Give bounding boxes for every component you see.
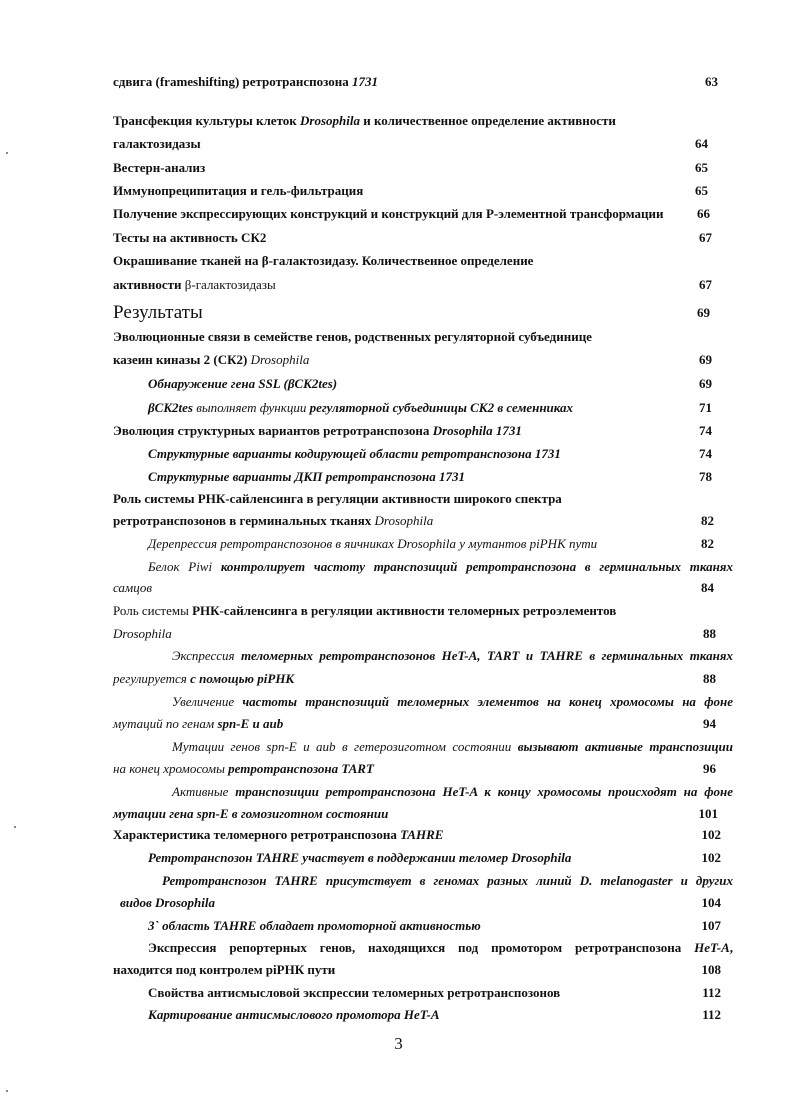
toc-text-segment: ретротранспозона TART xyxy=(228,761,374,776)
toc-page-number: 64 xyxy=(695,136,708,151)
toc-page-number: 71 xyxy=(699,400,712,415)
toc-text-segment: HeT-A xyxy=(694,940,730,955)
toc-entry-text xyxy=(113,716,283,732)
toc-entry-text xyxy=(148,559,733,575)
toc-text-segment: Экспрессия xyxy=(172,648,241,663)
toc-entry-text xyxy=(113,580,152,596)
toc-page-number: 112 xyxy=(702,985,721,1000)
toc-text-segment: Drosophila xyxy=(250,352,310,367)
toc-entry-text xyxy=(148,376,337,392)
toc-text-segment: β-галактозидазы xyxy=(184,277,276,292)
toc-page-number: 88 xyxy=(703,671,716,686)
toc-entry-text xyxy=(113,423,522,439)
toc-text-segment: Ретротранспозон TAHRE присутствует в геномах разных линий D. melanogaster и других xyxy=(162,873,733,888)
toc-page-number: 88 xyxy=(703,626,716,641)
toc-text-segment: Структурные варианты ДКП ретротранспозона 1731 xyxy=(148,469,465,484)
toc-entry-text xyxy=(148,400,573,416)
toc-text-segment: Свойства антисмысловой экспрессии теломерных ретротранспозонов xyxy=(148,985,561,1000)
toc-entry-text xyxy=(113,302,203,324)
toc-text-segment: Эволюционные связи в семействе генов, родственных регуляторной субъединице xyxy=(113,329,592,344)
toc-text-segment: галактозидазы xyxy=(113,136,201,151)
toc-page-number: 108 xyxy=(701,962,721,977)
toc-page-number: 96 xyxy=(703,761,716,776)
page-number: 3 xyxy=(394,1034,403,1053)
toc-page-number: 65 xyxy=(695,160,708,175)
toc-text-segment: Увеличение xyxy=(172,694,243,709)
toc-page-number: 66 xyxy=(697,206,710,221)
toc-entry-text xyxy=(113,603,616,619)
toc-entry-text xyxy=(120,895,215,911)
toc-text-segment: TAHRE xyxy=(400,827,444,842)
toc-entry-text xyxy=(148,469,465,485)
toc-text-segment: мутаций по генам xyxy=(113,716,218,731)
toc-text-segment: с помощью piРНК xyxy=(190,671,295,686)
toc-text-segment: транспозиции ретротранспозона HeT-A к концу хромосомы происходят на фоне xyxy=(235,784,734,799)
toc-text-segment: находится под контролем piРНК пути xyxy=(113,962,336,977)
toc-text-segment: ретротранспозонов в герминальных тканях xyxy=(113,513,375,528)
toc-entry-text xyxy=(172,784,733,800)
toc-entry-text xyxy=(148,850,571,866)
toc-text-segment: Drosophila xyxy=(374,513,434,528)
toc-page-number: 84 xyxy=(701,580,714,595)
toc-text-segment: 1731 xyxy=(352,74,379,89)
toc-text-segment: казеин киназы 2 (СК2) xyxy=(113,352,251,367)
toc-text-segment: , xyxy=(729,940,733,955)
toc-entry-text xyxy=(113,113,616,129)
toc-page-number: 65 xyxy=(695,183,708,198)
toc-text-segment: Обнаружение гена SSL (βCK2tes) xyxy=(148,376,338,391)
toc-entry-text xyxy=(113,230,266,246)
toc-page-number: 107 xyxy=(701,918,721,933)
toc-entry-text xyxy=(113,136,201,152)
toc-text-segment: на конец хромосомы xyxy=(113,761,229,776)
toc-page-number: 94 xyxy=(703,716,716,731)
toc-text-segment: Трансфекция культуры клеток xyxy=(113,113,301,128)
toc-entry-text xyxy=(113,761,374,777)
toc-entry-text xyxy=(113,277,276,293)
toc-page-number: 102 xyxy=(701,850,721,865)
toc-entry-text xyxy=(113,671,294,687)
toc-text-segment: βCK2tes xyxy=(148,400,197,415)
toc-text-segment: вызывают активные транспозиции xyxy=(517,739,734,754)
toc-text-segment: Drosophila 1731 xyxy=(432,423,522,438)
toc-entry-text xyxy=(113,160,205,176)
toc-text-segment: и количественное определение активности xyxy=(360,113,616,128)
toc-page-number: 69 xyxy=(697,305,710,320)
toc-text-segment: Тесты на активность СК2 xyxy=(113,230,267,245)
toc-entry-text xyxy=(113,513,433,529)
toc-text-segment: Вестерн-анализ xyxy=(113,160,206,175)
toc-page-number: 82 xyxy=(701,536,714,551)
toc-page-number: 69 xyxy=(699,376,712,391)
toc-page-number: 74 xyxy=(699,446,712,461)
toc-text-segment: Картирование антисмыслового промотора HeT-A xyxy=(148,1007,440,1022)
toc-text-segment: теломерных ретротранспозонов HeT-A, TART и TAHRE в герминальных тканях xyxy=(241,648,733,663)
toc-entry-text xyxy=(113,206,664,222)
scan-speck xyxy=(6,152,8,154)
toc-page-number: 102 xyxy=(701,827,721,842)
toc-text-segment: частоты транспозиций теломерных элементов на конец хромосомы на фоне xyxy=(242,694,733,709)
toc-entry-text xyxy=(113,827,443,843)
toc-text-segment: контролирует частоту транспозиций ретротранспозона в герминальных тканях xyxy=(220,559,733,574)
toc-entry-text xyxy=(162,873,733,889)
toc-text-segment: Ретротранспозон TAHRE участвует в поддержании теломер Drosophila xyxy=(148,850,572,865)
toc-entry-text xyxy=(148,918,481,934)
toc-text-segment: Экспрессия репортерных генов, находящихся под промотором ретротранспозона xyxy=(148,940,695,955)
toc-text-segment: Эволюция структурных вариантов ретротранспозона xyxy=(113,423,433,438)
toc-text-segment: Окрашивание тканей на β-галактозидазу. Количественное определение xyxy=(113,253,534,268)
toc-text-segment: самцов xyxy=(113,580,153,595)
toc-text-segment: Drosophila xyxy=(113,626,172,641)
section-heading: Результаты xyxy=(113,302,203,323)
toc-entry-text xyxy=(148,1007,440,1023)
toc-page-number: 82 xyxy=(701,513,714,528)
toc-text-segment: Иммунопреципитация и гель-фильтрация xyxy=(113,183,364,198)
toc-entry-text xyxy=(148,940,733,956)
toc-entry-text xyxy=(113,352,309,368)
scan-speck xyxy=(6,1090,8,1092)
toc-text-segment: 3` область TAHRE обладает промоторной активностью xyxy=(148,918,481,933)
toc-page-number: 112 xyxy=(702,1007,721,1022)
toc-text-segment: Роль системы xyxy=(113,603,193,618)
toc-text-segment: Дерепрессия ретротранспозонов в яичниках Drosophila у мутантов piРНК пути xyxy=(148,536,598,551)
toc-entry-text xyxy=(113,329,592,345)
toc-page-number: 78 xyxy=(699,469,712,484)
toc-entry-text xyxy=(148,536,597,552)
toc-text-segment: видов Drosophila xyxy=(120,895,216,910)
toc-text-segment: РНК-сайленсинга в регуляции активности теломерных ретроэлементов xyxy=(192,603,617,618)
toc-text-segment: Структурные варианты кодирующей области ретротранспозона 1731 xyxy=(148,446,561,461)
toc-page-number: 74 xyxy=(699,423,712,438)
toc-page-number: 69 xyxy=(699,352,712,367)
toc-entry-text xyxy=(113,491,562,507)
toc-entry-text xyxy=(172,694,733,710)
toc-entry-text xyxy=(113,806,388,822)
toc-text-segment: Роль системы РНК-сайленсинга в регуляции активности широкого спектра xyxy=(113,491,562,506)
toc-text-segment: выполняет функции xyxy=(196,400,310,415)
toc-entry-text xyxy=(113,253,533,269)
toc-text-segment: Активные xyxy=(172,784,236,799)
toc-text-segment: активности xyxy=(113,277,185,292)
toc-entry-text xyxy=(113,626,172,642)
toc-text-segment: мутации гена spn-E в гомозиготном состоянии xyxy=(113,806,389,821)
toc-text-segment: сдвига (frameshifting) ретротранспозона xyxy=(113,74,353,89)
toc-entry-text xyxy=(113,183,363,199)
toc-page-number: 104 xyxy=(701,895,721,910)
toc-text-segment: Мутации генов spn-E и aub в гетерозиготном состоянии xyxy=(172,739,518,754)
scan-speck xyxy=(14,826,16,828)
toc-text-segment: Drosophila xyxy=(300,113,360,128)
toc-page-number: 63 xyxy=(705,74,718,89)
toc-entry-text xyxy=(172,648,733,664)
toc-text-segment: Получение экспрессирующих конструкций и конструкций для Р-элементной трансформации xyxy=(113,206,664,221)
toc-text-segment: регуляторной субъединицы СК2 в семенниках xyxy=(309,400,574,415)
toc-entry-text xyxy=(113,74,378,90)
toc-page-number: 67 xyxy=(699,277,712,292)
toc-text-segment: регулируется xyxy=(113,671,191,686)
toc-page-number: 101 xyxy=(698,806,718,821)
toc-entry-text xyxy=(148,985,560,1001)
toc-text-segment: Характеристика теломерного ретротранспозона xyxy=(113,827,401,842)
toc-page-number: 67 xyxy=(699,230,712,245)
toc-text-segment: spn-E и aub xyxy=(217,716,284,731)
toc-text-segment: Белок Piwi xyxy=(148,559,221,574)
toc-entry-text xyxy=(172,739,733,755)
toc-entry-text xyxy=(113,962,335,978)
toc-entry-text xyxy=(148,446,561,462)
